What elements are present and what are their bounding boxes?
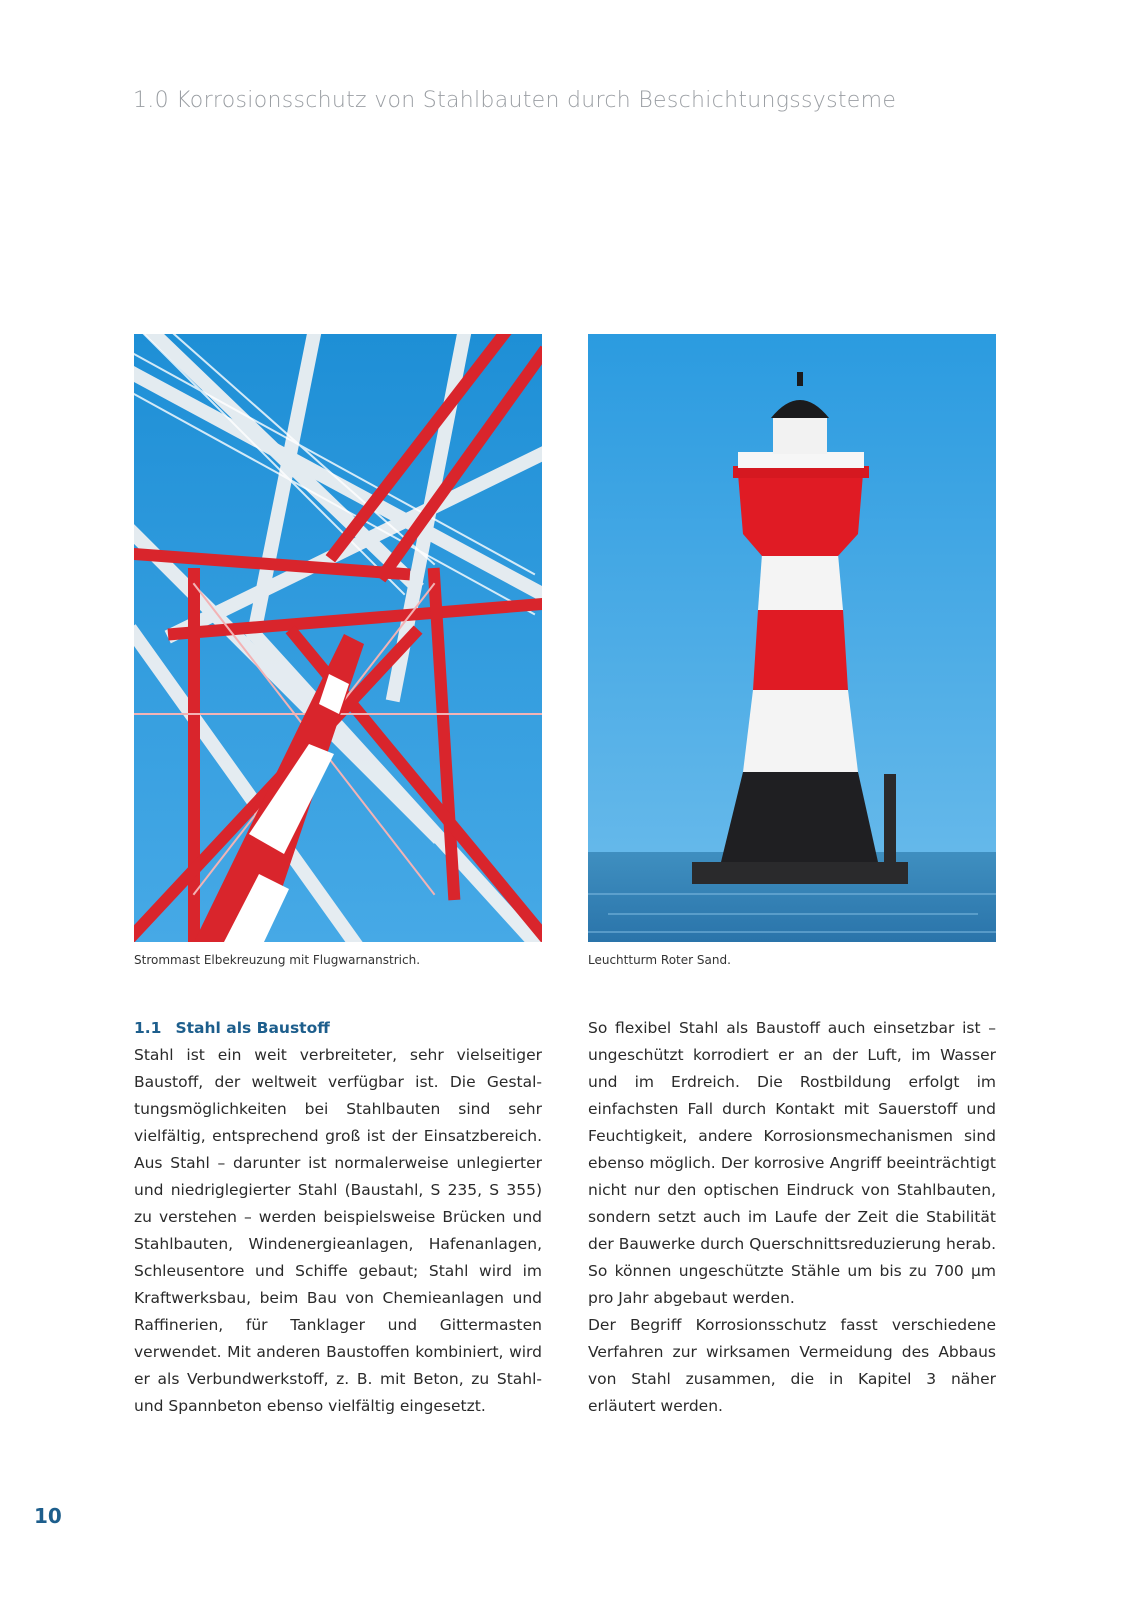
text-column-right <box>588 1015 996 1420</box>
chapter-title: 1.0 Korrosionsschutz von Stahlbauten durch Beschichtungssysteme <box>133 88 897 113</box>
figure-caption-pylon: Strommast Elbekreuzung mit Flugwarnanstrich. <box>134 953 421 967</box>
body-paragraph: Der Begriff Korrosionsschutz fasst verschiedene Verfahren zur wirksamen Vermeidung des Abbaus von Stahl zusammen, die in Kapitel 3 näher erläutert werden. <box>588 1316 996 1415</box>
section-number: 1.1 <box>134 1019 162 1037</box>
text-column-left <box>134 1015 542 1420</box>
section-title: Stahl als Baustoff <box>175 1019 330 1037</box>
body-paragraph: Stahl ist ein weit verbreiteter, sehr vielseitiger Baustoff, der weltweit verfügbar ist. Die Gestaltungsmöglichkeiten bei Stahlbauten sind sehr vielfältig, entsprechend groß ist der Einsatzbereich. Aus Stahl – darunter ist normalerweise unlegierter und niedriglegierter Stahl (Baustahl, S 235, S 355) zu verstehen – werden beispielsweise Brücken und Stahlbauten, Windenergieanlagen, Hafenanlagen, Schleusentore und Schiffe gebaut; Stahl wird im Kraftwerksbau, beim Bau von Chemieanlagen und Raffinerien, für Tanklager und Gittermasten verwendet. Mit anderen Baustoffen kombiniert, wird er als Verbundwerkstoff, z. B. mit Beton, zu Stahl- und Spannbeton ebenso vielfältig eingesetzt. <box>134 1046 542 1415</box>
figure-caption-lighthouse: Leuchtturm Roter Sand. <box>588 953 731 967</box>
body-paragraph: So flexibel Stahl als Baustoff auch einsetzbar ist – ungeschützt korrodiert er an der Luft, im Wasser und im Erdreich. Die Rostbildung erfolgt im einfachsten Fall durch Kontakt mit Sauerstoff und Feuchtigkeit, andere Korrosionsmechanismen sind ebenso möglich. Der korrosive Angriff beeinträchtigt nicht nur den optischen Eindruck von Stahlbauten, sondern setzt auch im Laufe der Zeit die Stabilität der Bauwerke durch Querschnittsreduzierung herab. So können ungeschützte Stähle um bis zu 700 µm pro Jahr abgebaut werden. <box>588 1019 996 1307</box>
pylon-photo <box>134 334 542 942</box>
page-number: 10 <box>34 1504 62 1528</box>
section-heading <box>134 1015 542 1042</box>
lighthouse-photo <box>588 334 996 942</box>
